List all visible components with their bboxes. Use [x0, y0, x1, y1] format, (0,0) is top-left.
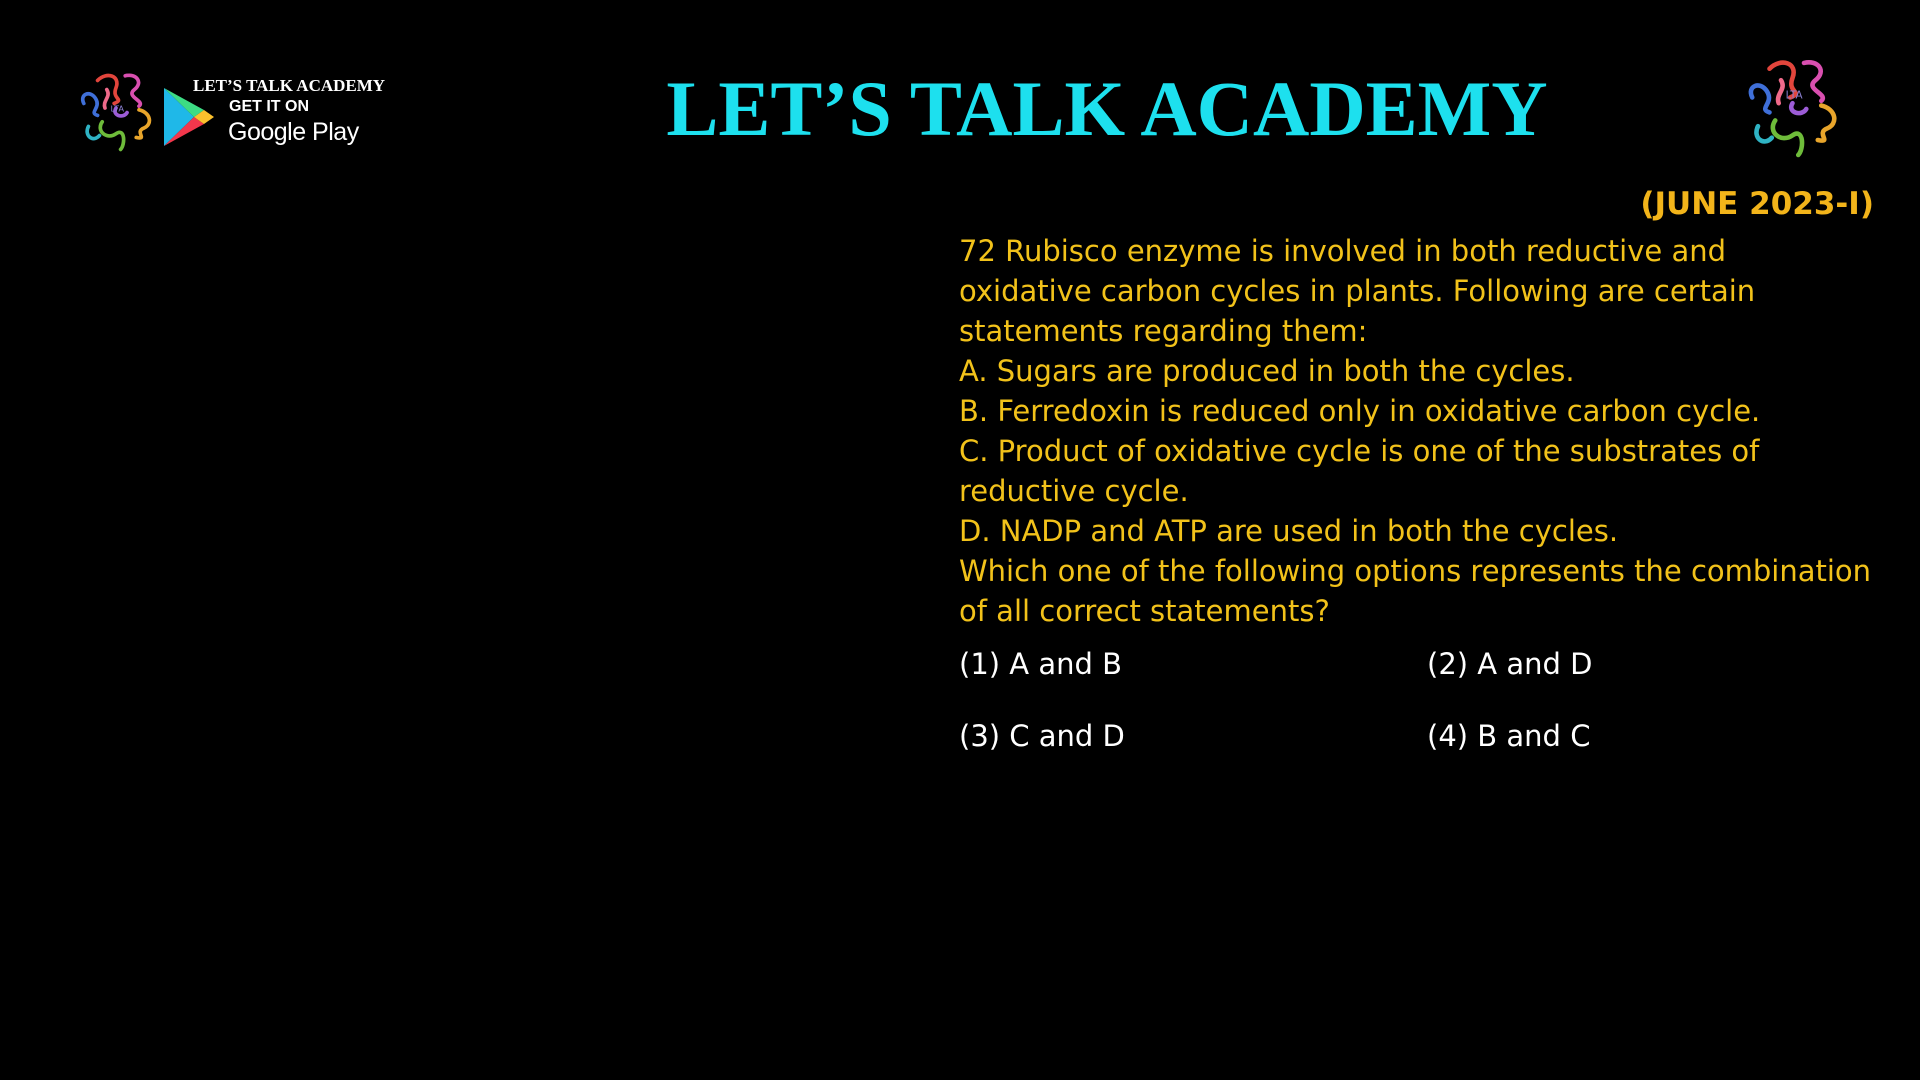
academy-logo-right [1735, 48, 1850, 163]
svg-text:LTA: LTA [1785, 89, 1803, 102]
option-4[interactable]: (4) B and C [1427, 719, 1591, 753]
question-text [959, 231, 1879, 631]
badge-store-name: Google Play [228, 118, 359, 146]
question-prompt: of all correct statements? [959, 594, 1330, 628]
badge-get-it-on-label: GET IT ON [229, 98, 309, 115]
statement-c-continued: reductive cycle. [959, 474, 1189, 508]
academy-logo-left [70, 62, 162, 154]
question-line: statements regarding them: [959, 314, 1368, 348]
question-line: oxidative carbon cycles in plants. Following are certain [959, 274, 1756, 308]
option-2[interactable]: (2) A and D [1427, 647, 1593, 681]
question-prompt: Which one of the following options represents the combination [959, 554, 1872, 588]
statement-d: D. NADP and ATP are used in both the cycles. [959, 514, 1619, 548]
page-title: LET’S TALK ACADEMY [666, 65, 1548, 152]
svg-text:LTA: LTA [110, 103, 125, 114]
question-line: 72 Rubisco enzyme is involved in both reductive and [959, 234, 1726, 268]
statement-c: C. Product of oxidative cycle is one of the substrates of [959, 434, 1760, 468]
option-1[interactable]: (1) A and B [959, 647, 1123, 681]
option-3[interactable]: (3) C and D [959, 719, 1125, 753]
exam-session-tag: (JUNE 2023-I) [1640, 186, 1874, 222]
statement-b: B. Ferredoxin is reduced only in oxidative carbon cycle. [959, 394, 1761, 428]
google-play-badge[interactable] [158, 76, 418, 156]
badge-academy-label: LET’S TALK ACADEMY [193, 76, 386, 95]
statement-a: A. Sugars are produced in both the cycles. [959, 354, 1575, 388]
